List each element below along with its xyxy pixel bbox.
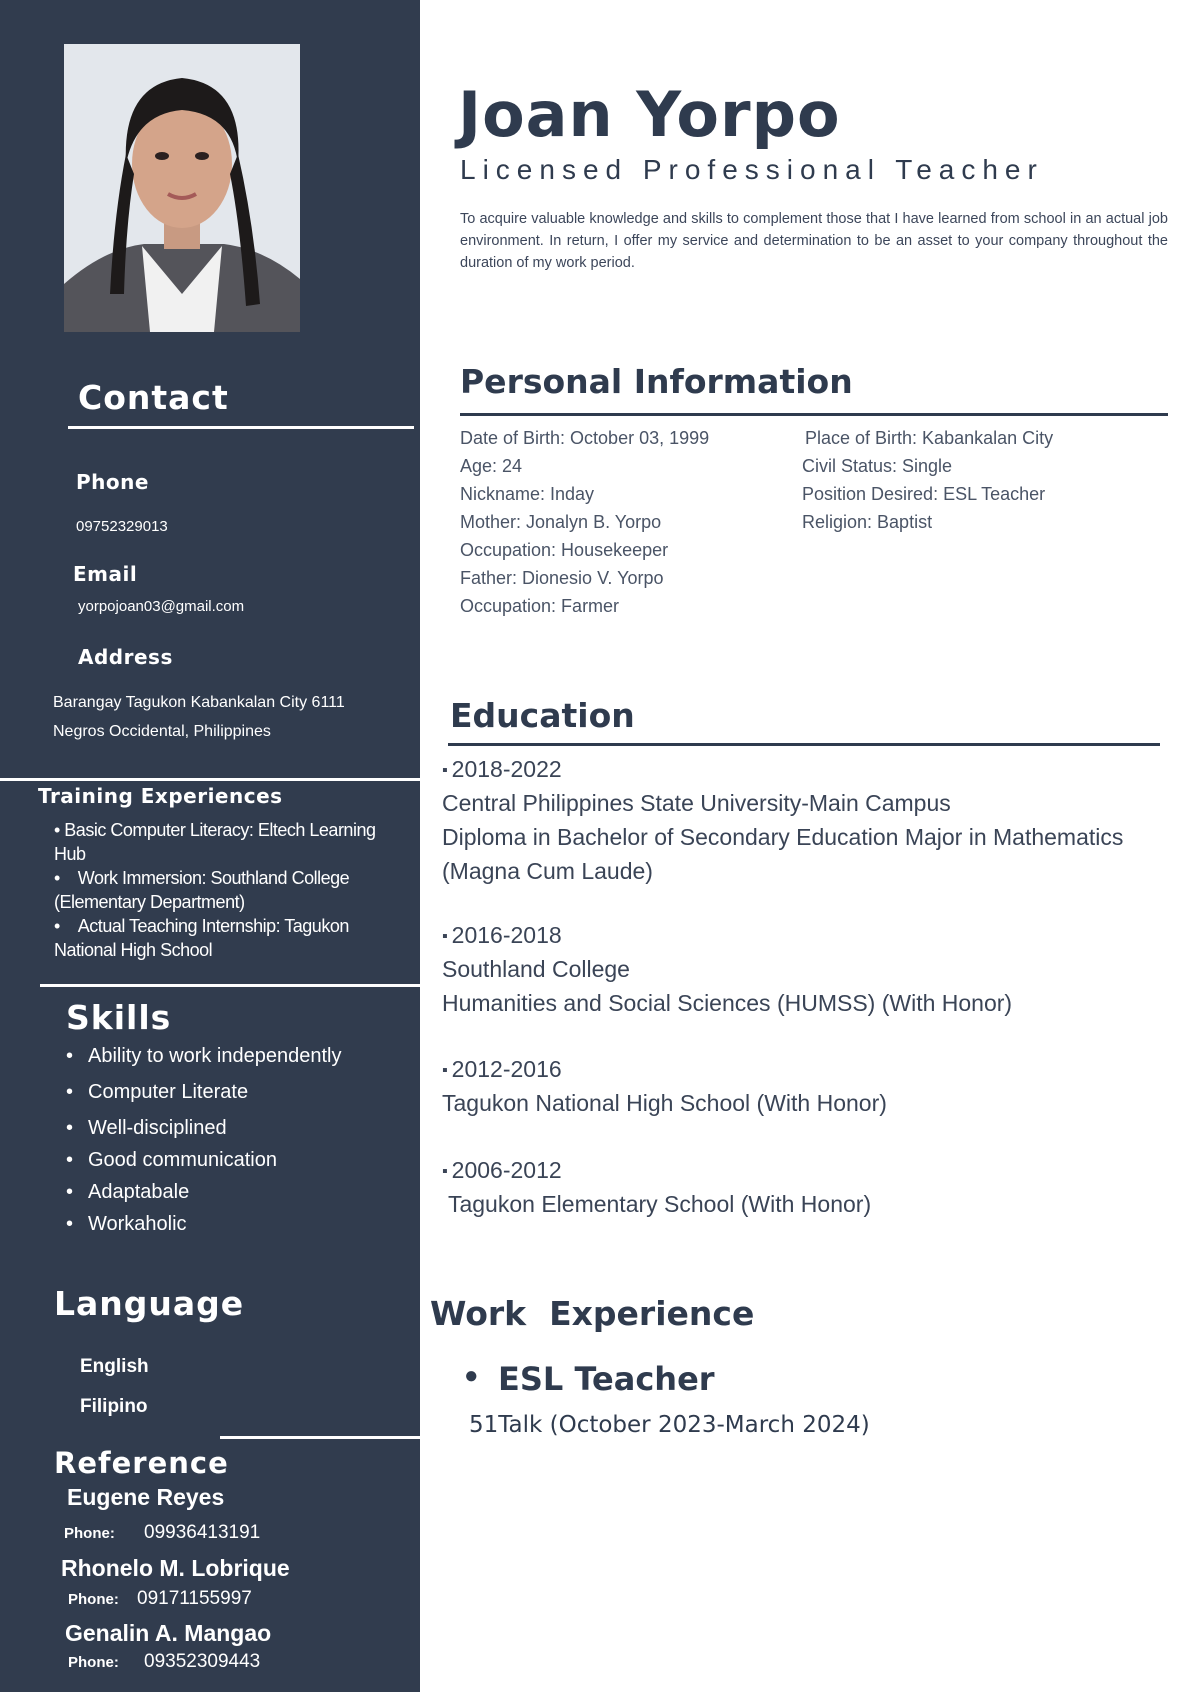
personal-info-divider [460, 413, 1168, 416]
work-company: 51Talk (October 2023-March 2024) [469, 1412, 870, 1438]
personal-info-field: Date of Birth: October 03, 1999 [460, 428, 710, 448]
education-entry [442, 752, 1123, 888]
contact-divider [68, 426, 414, 429]
education-line: Tagukon Elementary School (With Honor) [442, 1191, 872, 1217]
address-line2: Negros Occidental, Philippines [53, 723, 271, 740]
skill-item: • Well-disciplined [64, 1112, 341, 1144]
reference-phone: 09352309443 [144, 1651, 261, 1672]
education-entry [442, 1052, 887, 1120]
skill-item: • Ability to work independently [64, 1040, 341, 1072]
education-line: Tagukon National High School (With Honor) [442, 1090, 887, 1116]
personal-info-field: Mother: Jonalyn B. Yorpo [460, 512, 662, 532]
phone-label: Phone [76, 470, 149, 494]
personal-info-heading: Personal Information [460, 362, 853, 401]
reference-name: Rhonelo M. Lobrique [61, 1555, 290, 1581]
education-years: ▪ 2016-2018 [442, 918, 1012, 952]
reference-name: Eugene Reyes [67, 1484, 225, 1510]
personal-info-left [460, 424, 709, 620]
education-line: Southland College [442, 956, 630, 982]
reference-phone-label: Phone: [68, 1654, 119, 1671]
skill-item: • Computer Literate [64, 1076, 341, 1108]
education-line: (Magna Cum Laude) [442, 858, 653, 884]
reference-phone-label: Phone: [64, 1525, 115, 1542]
career-objective: To acquire valuable knowledge and skills to complement those that I have learned from school in an actual job environment. In return, I offer my service and determination to be an asset to your company throughout the duration of my work period. [460, 211, 1168, 271]
personal-info-field: Nickname: Inday [460, 484, 595, 504]
skill-item: • Good communication [64, 1144, 341, 1176]
reference-phone: 09936413191 [144, 1522, 261, 1543]
skill-item: • Adaptabale [64, 1176, 341, 1208]
education-entry [442, 1153, 871, 1221]
education-line: Central Philippines State University-Main Campus [442, 790, 951, 816]
skill-item: • Workaholic [64, 1208, 341, 1240]
work-title: ESL Teacher [498, 1360, 715, 1398]
sidebar [0, 0, 420, 1692]
profile-photo [64, 44, 300, 332]
education-divider [448, 743, 1160, 746]
language-heading: Language [54, 1284, 245, 1323]
personal-info-field: Religion: Baptist [802, 512, 933, 532]
education-entry [442, 918, 1012, 1020]
education-heading: Education [450, 696, 635, 735]
education-line: Diploma in Bachelor of Secondary Education Major in Mathematics [442, 824, 1124, 850]
skills-list [64, 1040, 341, 1240]
candidate-title: Licensed Professional Teacher [460, 154, 1044, 185]
personal-info-field: Age: 24 [460, 456, 523, 476]
personal-info-field: Occupation: Housekeeper [460, 540, 669, 560]
reference-name: Genalin A. Mangao [65, 1620, 272, 1646]
profile-photo-illustration [64, 44, 300, 332]
personal-info-field: Occupation: Farmer [460, 596, 620, 616]
language-item: English [80, 1356, 149, 1377]
candidate-name: Joan Yorpo [458, 78, 841, 151]
reference-heading: Reference [54, 1446, 229, 1480]
skills-heading: Skills [66, 998, 172, 1037]
personal-info-field: Father: Dionesio V. Yorpo [460, 568, 664, 588]
training-divider-top [0, 778, 420, 781]
personal-info-field: Civil Status: Single [802, 456, 953, 476]
training-item: • Actual Teaching Internship: Tagukon National High School [54, 916, 349, 960]
work-experience-heading: Work Experience [430, 1294, 755, 1333]
skills-divider-top [40, 984, 420, 987]
training-list [54, 818, 394, 962]
email-value[interactable]: yorpojoan03@gmail.com [78, 598, 245, 615]
training-heading: Training Experiences [38, 784, 283, 808]
language-item: Filipino [80, 1396, 148, 1417]
contact-heading: Contact [78, 378, 229, 417]
phone-value: 09752329013 [76, 518, 168, 535]
personal-info-field: Place of Birth: Kabankalan City [805, 428, 1054, 448]
education-years: ▪ 2006-2012 [442, 1153, 871, 1187]
email-label: Email [73, 562, 138, 586]
address-line1: Barangay Tagukon Kabankalan City 6111 [53, 694, 345, 711]
reference-divider [220, 1436, 420, 1439]
education-years: ▪ 2018-2022 [442, 752, 1123, 786]
training-item: • Work Immersion: Southland College (Elementary Department) [54, 868, 350, 912]
personal-info-field: Position Desired: ESL Teacher [802, 484, 1046, 504]
education-line: Humanities and Social Sciences (HUMSS) (With Honor) [442, 990, 1013, 1016]
reference-phone: 09171155997 [137, 1588, 252, 1609]
education-years: ▪ 2012-2016 [442, 1052, 887, 1086]
address-label: Address [78, 645, 173, 669]
training-item: • Basic Computer Literacy: Eltech Learning Hub [54, 820, 376, 864]
work-bullet-icon: ● [464, 1362, 479, 1389]
personal-info-right [802, 424, 1053, 536]
reference-phone-label: Phone: [68, 1591, 119, 1608]
